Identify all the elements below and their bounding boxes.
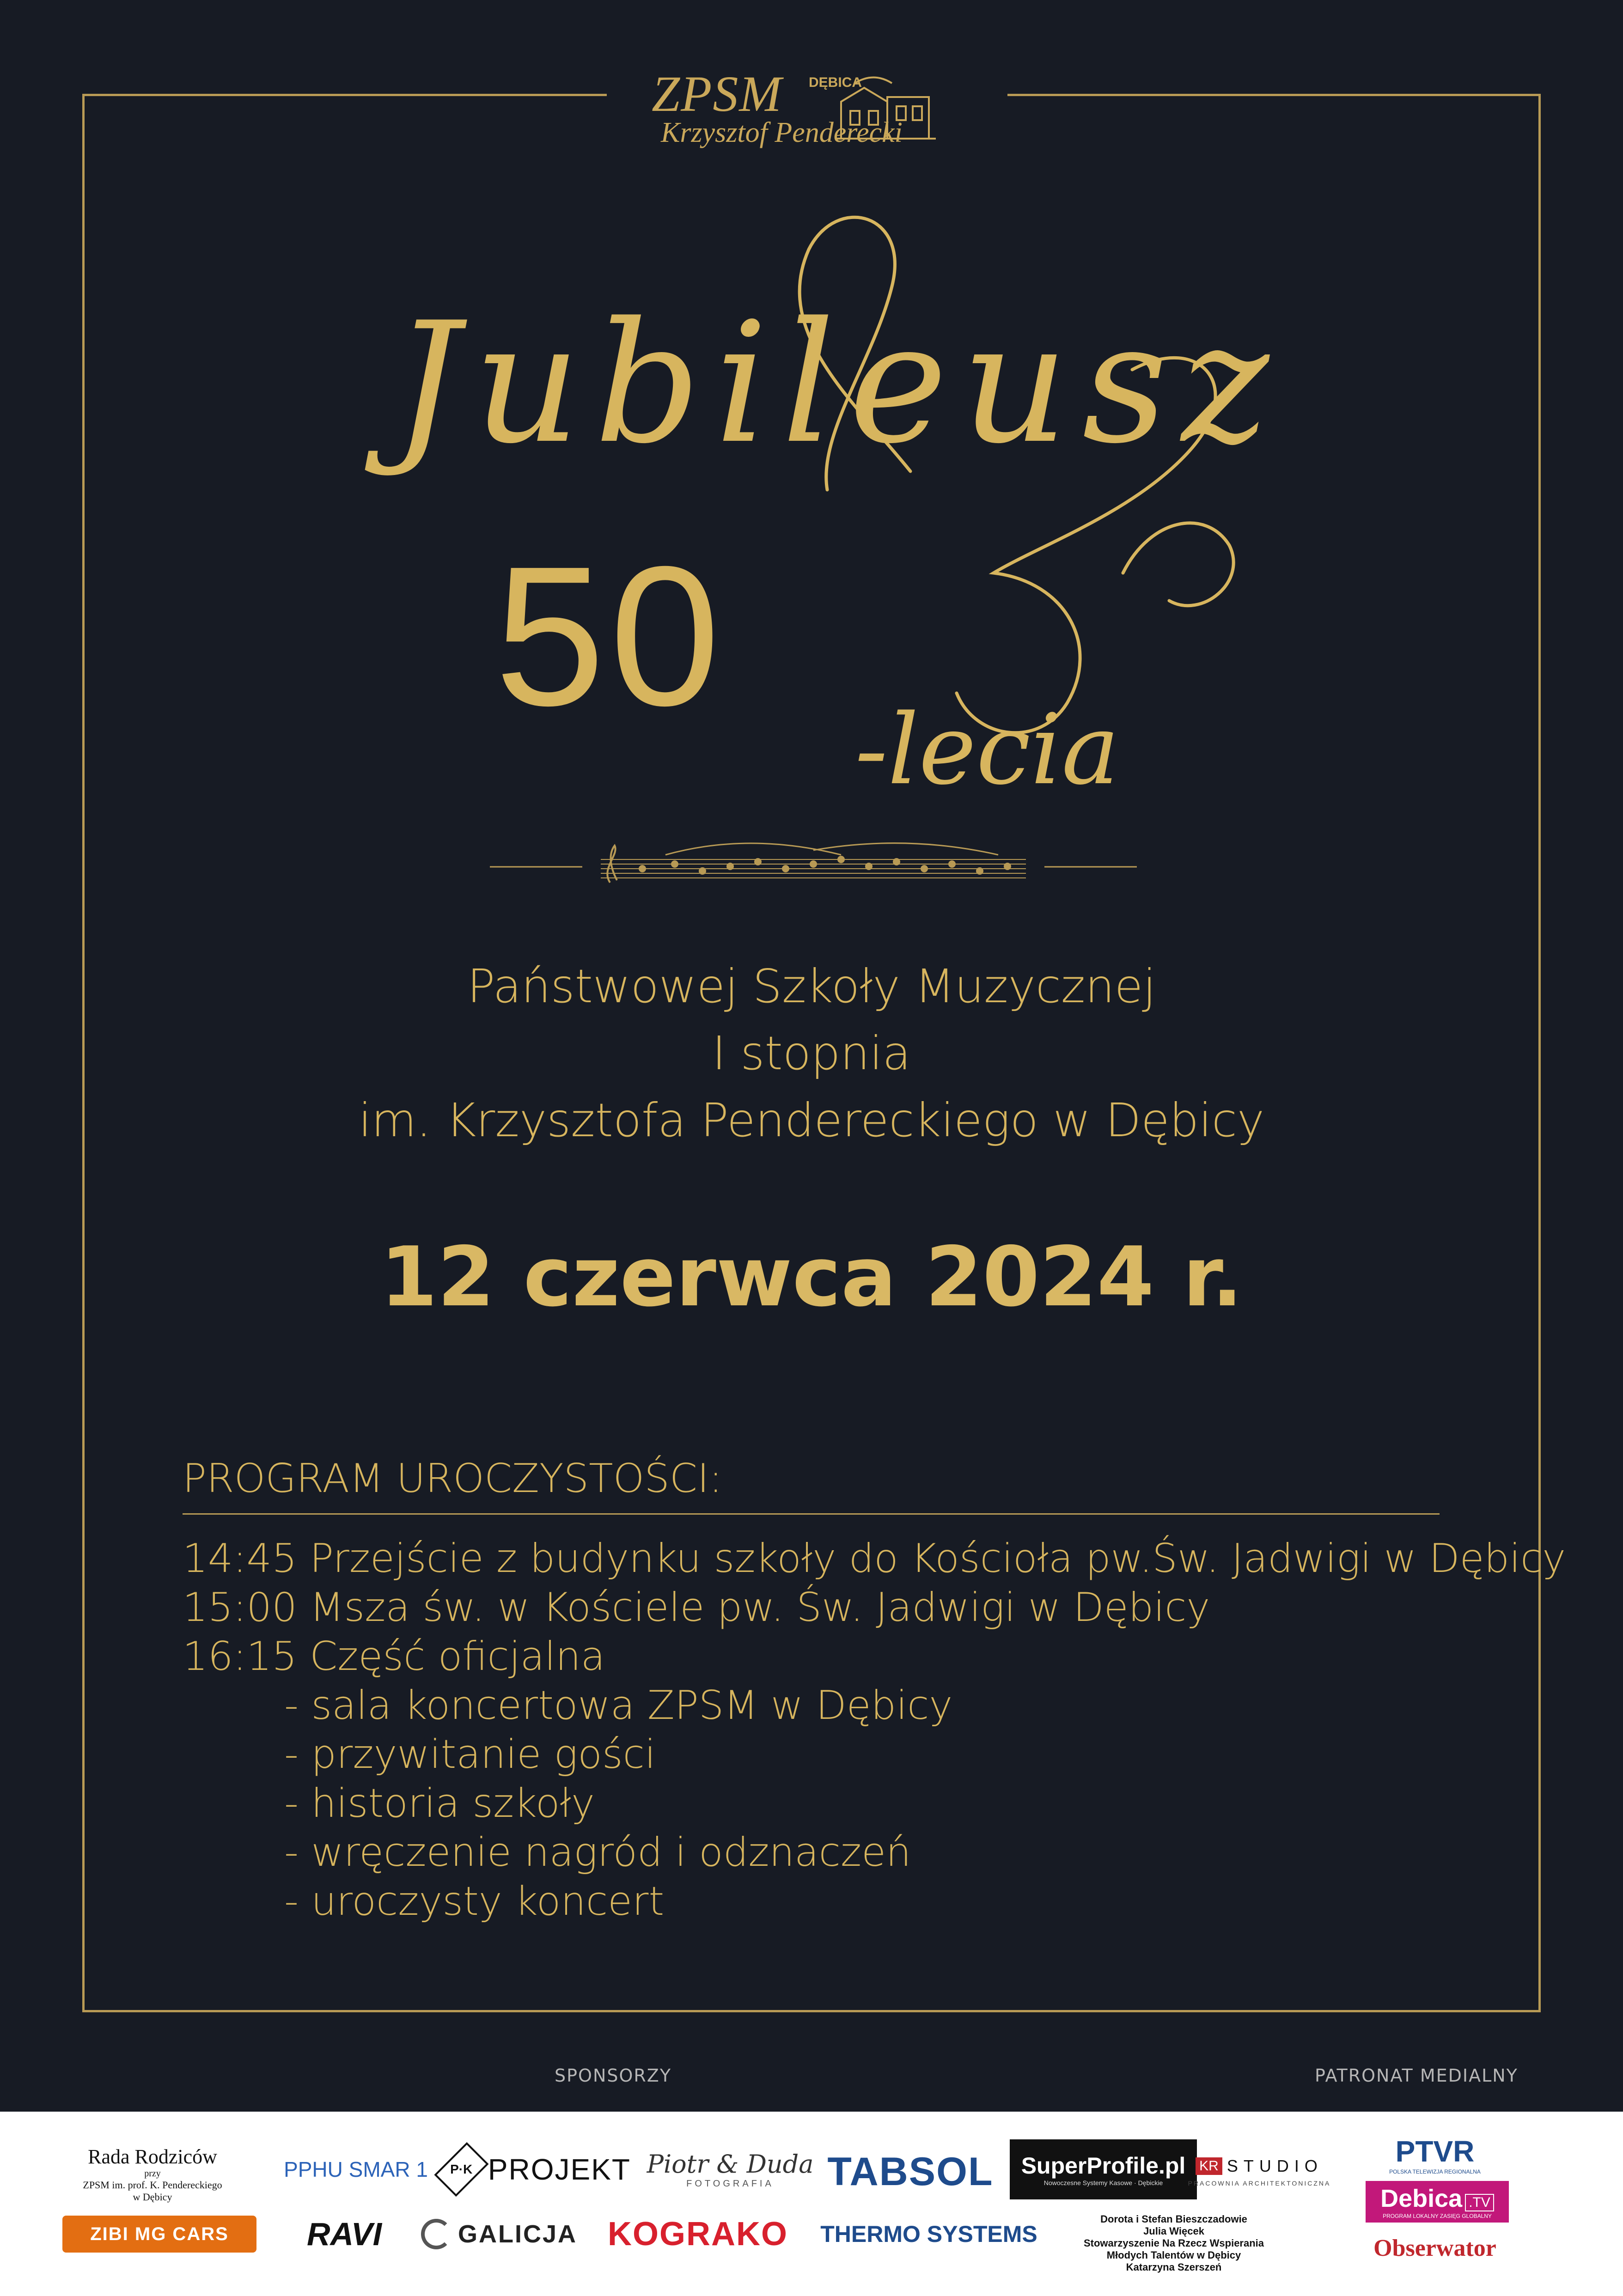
smar-text: PPHU SMAR 1: [284, 2157, 428, 2181]
media-patronage-label: PATRONAT MEDIALNY: [1315, 2065, 1518, 2086]
program-item: 15:00 Msza św. w Kościele pw. Św. Jadwigi w Dębicy: [183, 1584, 1210, 1631]
program-divider: [183, 1513, 1440, 1515]
media-ptvr: [1356, 2132, 1513, 2176]
donor-line: Julia Więcek: [1143, 2225, 1204, 2237]
gold-frame-top-left: [82, 94, 607, 96]
music-staff-ornament: [490, 836, 1137, 892]
thermo-text: THERMO SYSTEMS: [820, 2221, 1037, 2247]
sponsor-zibi-mg-cars: [62, 2216, 256, 2253]
program-subitem: - uroczysty koncert: [284, 1878, 665, 1924]
program-subitem: - wręczenie nagród i odznaczeń: [284, 1829, 911, 1876]
rada-sub3: w Dębicy: [133, 2191, 172, 2203]
debica-text: Debica: [1380, 2185, 1463, 2212]
school-name-line3: im. Krzysztofa Pendereckiego w Dębicy: [358, 1093, 1265, 1147]
sponsors-band: [0, 2112, 1623, 2296]
sponsor-smar: [273, 2151, 439, 2188]
sponsor-galicja: [409, 2211, 589, 2257]
kr-studio-text: STUDIO: [1226, 2156, 1323, 2175]
building-drawing-icon: [836, 74, 938, 143]
program-subitem: - przywitanie gości: [284, 1731, 656, 1778]
sponsors-label: SPONSORZY: [555, 2065, 672, 2086]
duda-text: Piotr & Duda: [647, 2150, 814, 2179]
ptvr-sub: POLSKA TELEWIZJA REGIONALNA: [1389, 2168, 1481, 2175]
logo-place: DĘBICA: [809, 75, 862, 90]
projekt-text: PROJEKT: [488, 2153, 631, 2186]
logo-signature: Krzysztof Penderecki: [661, 117, 903, 148]
tabsol-text: TABSOL: [827, 2149, 994, 2194]
kograko-text: KOGRAKO: [608, 2216, 788, 2253]
sponsor-kr-studio: [1181, 2146, 1338, 2197]
sponsor-kograko: [601, 2211, 795, 2257]
kr-studio-row: [1196, 2156, 1323, 2176]
debica-tv-mark: .TV: [1465, 2194, 1494, 2211]
galicja-g-icon: [421, 2219, 452, 2249]
duda-sub: FOTOGRAFIA: [686, 2179, 774, 2189]
debica-sub: PROGRAM LOKALNY ZASIĘG GLOBALNY: [1383, 2213, 1492, 2219]
program-item: 14:45 Przejście z budynku szkoły do Kościoła pw.Św. Jadwigi w Dębicy: [183, 1535, 1566, 1582]
superprofile-sub: Nowoczesne Systemy Kasowe · Dębickie: [1043, 2179, 1163, 2186]
donor-line: Dorota i Stefan Bieszczadowie: [1100, 2213, 1247, 2225]
sponsor-tabsol: [823, 2144, 998, 2199]
logo-name: ZPSM: [652, 66, 782, 122]
donor-line: Młodych Talentów w Dębicy: [1106, 2249, 1241, 2261]
title-anniversary-number: 50: [494, 525, 725, 747]
media-debica-tv: [1366, 2181, 1509, 2223]
program-subitem: - sala koncertowa ZPSM w Dębicy: [284, 1682, 953, 1729]
obserwator-text: Obserwator: [1373, 2235, 1496, 2261]
pk-logo-icon: [434, 2142, 488, 2197]
sponsor-pk-projekt: [446, 2139, 631, 2199]
school-name-line1: Państwowej Szkoły Muzycznej: [467, 959, 1156, 1013]
ptvr-text: PTVR: [1395, 2134, 1475, 2168]
media-obserwator: [1354, 2227, 1516, 2269]
rada-title: Rada Rodziców: [88, 2145, 217, 2168]
program-list: [183, 1534, 1566, 1926]
school-logo: [652, 65, 938, 157]
rada-sub1: przy: [144, 2168, 161, 2179]
kr-studio-sub: PRACOWNIA ARCHITEKTONICZNA: [1188, 2180, 1331, 2187]
debica-tv-row: [1380, 2184, 1494, 2213]
rada-sub2: ZPSM im. prof. K. Pendereckiego: [83, 2179, 222, 2191]
sponsor-thermo-systems: [804, 2216, 1054, 2253]
donor-line: Katarzyna Szerszeń: [1126, 2261, 1222, 2273]
title-jubileusz: Jubileusz: [393, 286, 1283, 480]
donor-line: Stowarzyszenie Na Rzecz Wspierania: [1083, 2237, 1264, 2249]
kr-mark: KR: [1196, 2157, 1222, 2175]
title-suffix: -lecia: [855, 693, 1120, 806]
sponsor-ravi: [289, 2211, 400, 2257]
pk-mark: P·K: [450, 2162, 473, 2176]
sponsor-superprofile: [1010, 2139, 1197, 2199]
program-item: 16:15 Część oficjalna: [183, 1633, 605, 1680]
event-date: 12 czerwca 2024 r.: [380, 1229, 1243, 1325]
sponsor-rada-rodzicow: [60, 2128, 245, 2220]
sponsor-donors: [1063, 2204, 1285, 2283]
superprofile-text: SuperProfile.pl: [1021, 2153, 1186, 2179]
zibi-text: ZIBI MG CARS: [90, 2223, 229, 2244]
program-heading: PROGRAM UROCZYSTOŚCI:: [183, 1456, 723, 1502]
school-name-line2: I stopnia: [712, 1026, 911, 1080]
galicja-text: GALICJA: [458, 2220, 577, 2248]
ravi-text: RAVI: [306, 2216, 382, 2252]
program-subitem: - historia szkoły: [284, 1780, 595, 1827]
sponsor-piotr-duda: [647, 2132, 814, 2206]
gold-frame-top-right: [1007, 94, 1541, 96]
